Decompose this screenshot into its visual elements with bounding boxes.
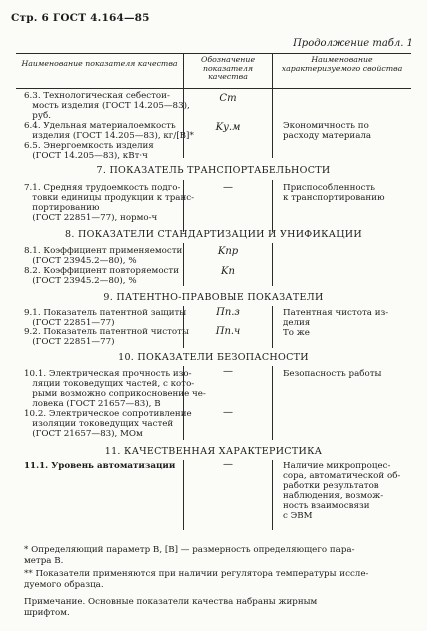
row-11-1-symbol: — [223,459,233,470]
row-10-1-text: 10.1. Электрическая прочность изо- ляции токоведущих частей, с кото- рыми возможно соприкосновение че- ловека (ГОСТ 21657—83), В [24,369,206,409]
row-7-1-property: Приспособленность к транспортированию [283,183,385,203]
table-header-rule [16,88,411,89]
row-11-1-text: 11.1. Уровень автоматизации [24,461,176,471]
row-6-3-symbol: Cт [219,93,237,104]
row-8-1-symbol: Kпр [217,246,239,257]
table-top-rule [16,53,411,54]
page-header: Стр. 6 ГОСТ 4.164—85 [11,12,150,24]
section-7-title: 7. ПОКАЗАТЕЛЬ ТРАНСПОРТАБЕЛЬНОСТИ [96,165,331,176]
col-header-name: Наименование показателя качества [21,59,178,68]
body-divider-2d [272,306,273,348]
row-10-2-text: 10.2. Электрическое сопротивление изоляции токоведущих частей (ГОСТ 21657—83), МОм [24,409,192,439]
body-divider-2a [272,88,273,158]
table-note: Примечание. Основные показатели качества набраны жирным шрифтом. [24,597,318,618]
continuation-label: Продолжение табл. 1 [293,38,413,49]
row-7-1-text: 7.1. Средняя трудоемкость подго- товки единицы продукции к транс- портированию (ГОСТ 22851—77), нормо-ч [24,183,195,223]
row-6-3-text: 6.3. Технологическая себестои- мость изделия (ГОСТ 14.205—83), руб. [24,91,190,121]
row-9-1-symbol: Пп.з [216,307,240,318]
row-6-4-property: Экономичность по расходу материала [283,121,372,141]
row-6-4-text: 6.4. Удельная материалоемкость изделия (ГОСТ 14.205—83), кг/[B]* [24,121,194,141]
header-divider-2 [272,53,273,88]
footnote-2: ** Показатели применяются при наличии регулятора температуры иссле- дуемого образца. [24,569,369,590]
section-10-title: 10. ПОКАЗАТЕЛИ БЕЗОПАСНОСТИ [118,352,309,363]
footnote-1: * Определяющий параметр B, [B] — размерность определяющего пара- метра B. [24,545,355,566]
col-header-symbol: Обозначение показателя качества [200,55,256,82]
row-7-1-symbol: — [223,182,233,193]
row-9-1-property: Патентная чистота из- делия [283,308,389,328]
section-8-title: 8. ПОКАЗАТЕЛИ СТАНДАРТИЗАЦИИ И УНИФИКАЦИИ [65,229,362,240]
section-9-title: 9. ПАТЕНТНО-ПРАВОВЫЕ ПОКАЗАТЕЛИ [103,292,324,303]
section-11-title: 11. КАЧЕСТВЕННАЯ ХАРАКТЕРИСТИКА [104,446,323,457]
body-divider-2c [272,243,273,286]
row-10-2-symbol: — [223,407,233,418]
row-10-1-property: Безопасность работы [283,369,382,379]
row-6-4-symbol: Kу.м [215,122,241,133]
body-divider-2e [272,366,273,440]
row-8-2-symbol: Kп [221,266,235,277]
body-divider-1c [183,243,184,286]
row-6-5-text: 6.5. Энергоемкость изделия (ГОСТ 14.205—83), кВт·ч [24,141,154,161]
row-9-2-symbol: Пп.ч [215,326,241,337]
body-divider-1f [183,460,184,530]
row-8-1-text: 8.1. Коэффициент применяемости (ГОСТ 23945.2—80), % [24,246,183,266]
header-divider-1 [183,53,184,88]
row-9-1-text: 9.1. Показатель патентной защиты (ГОСТ 22851—77) [24,308,187,328]
row-11-1-property: Наличие микропроцес- сора, автоматической об- работки результатов наблюдения, возмож- ность взаимосвязи с ЭВМ [283,461,401,521]
row-8-2-text: 8.2. Коэффициент повторяемости (ГОСТ 23945.2—80), % [24,266,180,286]
body-divider-2b [272,180,273,232]
row-9-2-text: 9.2. Показатель патентной чистоты (ГОСТ 22851—77) [24,327,189,347]
col-header-property: Наименование характеризуемого свойства [281,55,403,73]
row-10-1-symbol: — [223,366,233,377]
body-divider-2f [272,460,273,530]
row-9-2-property: То же [283,328,310,338]
